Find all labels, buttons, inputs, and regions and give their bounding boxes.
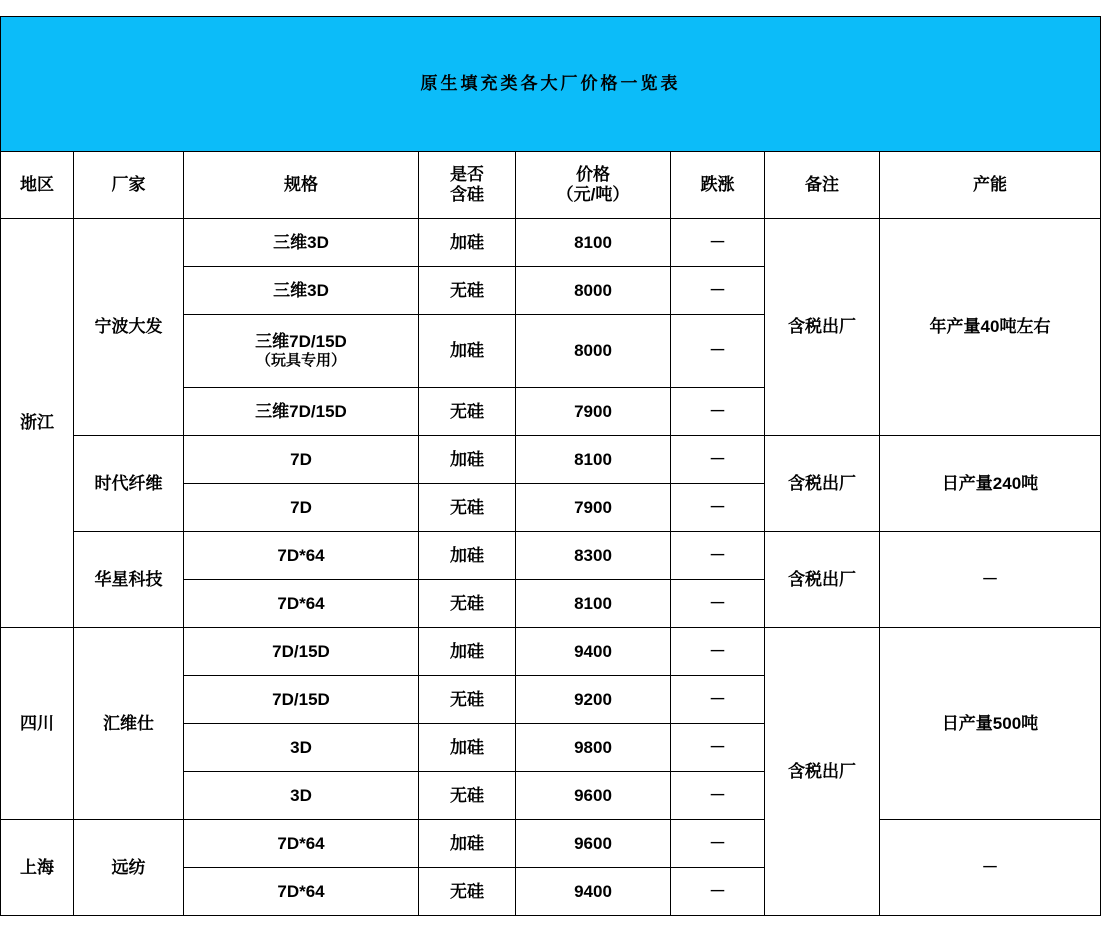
title-row xyxy=(1,17,1101,152)
silicon-cell: 无硅 xyxy=(419,580,516,628)
column-header-silicon xyxy=(419,152,516,219)
price-cell: 9400 xyxy=(516,868,671,916)
maker-cell: 汇维仕 xyxy=(74,628,184,820)
spec-cell: 7D*64 xyxy=(184,868,419,916)
change-cell: － xyxy=(671,676,765,724)
silicon-cell: 加硅 xyxy=(419,820,516,868)
maker-cell: 远纺 xyxy=(74,820,184,916)
price-cell: 8100 xyxy=(516,219,671,267)
spec-cell: 三维3D xyxy=(184,267,419,315)
column-header-region: 地区 xyxy=(1,152,74,219)
price-cell: 9400 xyxy=(516,628,671,676)
price-cell: 9200 xyxy=(516,676,671,724)
spec-cell: 7D/15D xyxy=(184,676,419,724)
silicon-cell: 无硅 xyxy=(419,484,516,532)
silicon-cell: 无硅 xyxy=(419,267,516,315)
spec-cell: 三维3D xyxy=(184,219,419,267)
maker-cell: 宁波大发 xyxy=(74,219,184,436)
silicon-cell: 加硅 xyxy=(419,315,516,388)
note-cell: 含税出厂 xyxy=(765,628,880,916)
spec-cell: 7D/15D xyxy=(184,628,419,676)
header-row xyxy=(1,152,1101,219)
price-table xyxy=(0,16,1101,916)
spec-cell: 7D*64 xyxy=(184,820,419,868)
capacity-cell: － xyxy=(880,820,1101,916)
change-cell: － xyxy=(671,724,765,772)
price-cell: 9600 xyxy=(516,820,671,868)
change-cell: － xyxy=(671,868,765,916)
spec-cell: 三维7D/15D xyxy=(184,388,419,436)
region-cell: 四川 xyxy=(1,628,74,820)
change-cell: － xyxy=(671,436,765,484)
spreadsheet-sheet xyxy=(0,16,1102,950)
spec-cell: 3D xyxy=(184,772,419,820)
price-cell: 7900 xyxy=(516,388,671,436)
price-cell: 8000 xyxy=(516,315,671,388)
silicon-cell: 无硅 xyxy=(419,868,516,916)
price-cell: 8000 xyxy=(516,267,671,315)
price-cell: 7900 xyxy=(516,484,671,532)
note-cell: 含税出厂 xyxy=(765,532,880,628)
change-cell: － xyxy=(671,315,765,388)
spec-cell: 7D*64 xyxy=(184,532,419,580)
note-cell: 含税出厂 xyxy=(765,219,880,436)
change-cell: － xyxy=(671,388,765,436)
change-cell: － xyxy=(671,532,765,580)
column-header-note: 备注 xyxy=(765,152,880,219)
change-cell: － xyxy=(671,772,765,820)
silicon-cell: 无硅 xyxy=(419,676,516,724)
table-row xyxy=(1,436,1101,484)
silicon-cell: 加硅 xyxy=(419,219,516,267)
column-header-capacity: 产能 xyxy=(880,152,1101,219)
spec-cell: 7D*64 xyxy=(184,580,419,628)
column-header-maker: 厂家 xyxy=(74,152,184,219)
region-cell: 浙江 xyxy=(1,219,74,628)
column-header-change: 跌涨 xyxy=(671,152,765,219)
change-cell: － xyxy=(671,580,765,628)
capacity-cell: 日产量240吨 xyxy=(880,436,1101,532)
table-row xyxy=(1,820,1101,868)
silicon-cell: 无硅 xyxy=(419,388,516,436)
table-row xyxy=(1,628,1101,676)
change-cell: － xyxy=(671,484,765,532)
maker-cell: 华星科技 xyxy=(74,532,184,628)
price-cell: 8100 xyxy=(516,580,671,628)
spec-cell: 7D xyxy=(184,436,419,484)
spec-main: 三维7D/15D xyxy=(255,332,347,351)
change-cell: － xyxy=(671,267,765,315)
silicon-cell: 加硅 xyxy=(419,628,516,676)
page-title: 原生填充类各大厂价格一览表 xyxy=(1,17,1101,152)
column-header-price xyxy=(516,152,671,219)
silicon-cell: 无硅 xyxy=(419,772,516,820)
change-cell: － xyxy=(671,628,765,676)
price-cell: 8100 xyxy=(516,436,671,484)
column-header-silicon-line2: 含硅 xyxy=(450,185,484,204)
column-header-silicon-line1: 是否 xyxy=(450,165,484,185)
spec-sub: （玩具专用） xyxy=(255,352,346,370)
silicon-cell: 加硅 xyxy=(419,532,516,580)
change-cell: － xyxy=(671,820,765,868)
price-cell: 9600 xyxy=(516,772,671,820)
silicon-cell: 加硅 xyxy=(419,724,516,772)
silicon-cell: 加硅 xyxy=(419,436,516,484)
note-cell: 含税出厂 xyxy=(765,436,880,532)
column-header-spec: 规格 xyxy=(184,152,419,219)
maker-cell: 时代纤维 xyxy=(74,436,184,532)
spec-cell: 7D xyxy=(184,484,419,532)
table-row xyxy=(1,532,1101,580)
price-cell: 9800 xyxy=(516,724,671,772)
capacity-cell: 日产量500吨 xyxy=(880,628,1101,820)
column-header-price-line1: 价格 xyxy=(576,165,610,185)
spec-cell xyxy=(184,315,419,388)
spec-cell: 3D xyxy=(184,724,419,772)
table-row xyxy=(1,219,1101,267)
price-cell: 8300 xyxy=(516,532,671,580)
region-cell: 上海 xyxy=(1,820,74,916)
capacity-cell: 年产量40吨左右 xyxy=(880,219,1101,436)
capacity-cell: － xyxy=(880,532,1101,628)
change-cell: － xyxy=(671,219,765,267)
column-header-price-line2: （元/吨） xyxy=(556,185,630,204)
